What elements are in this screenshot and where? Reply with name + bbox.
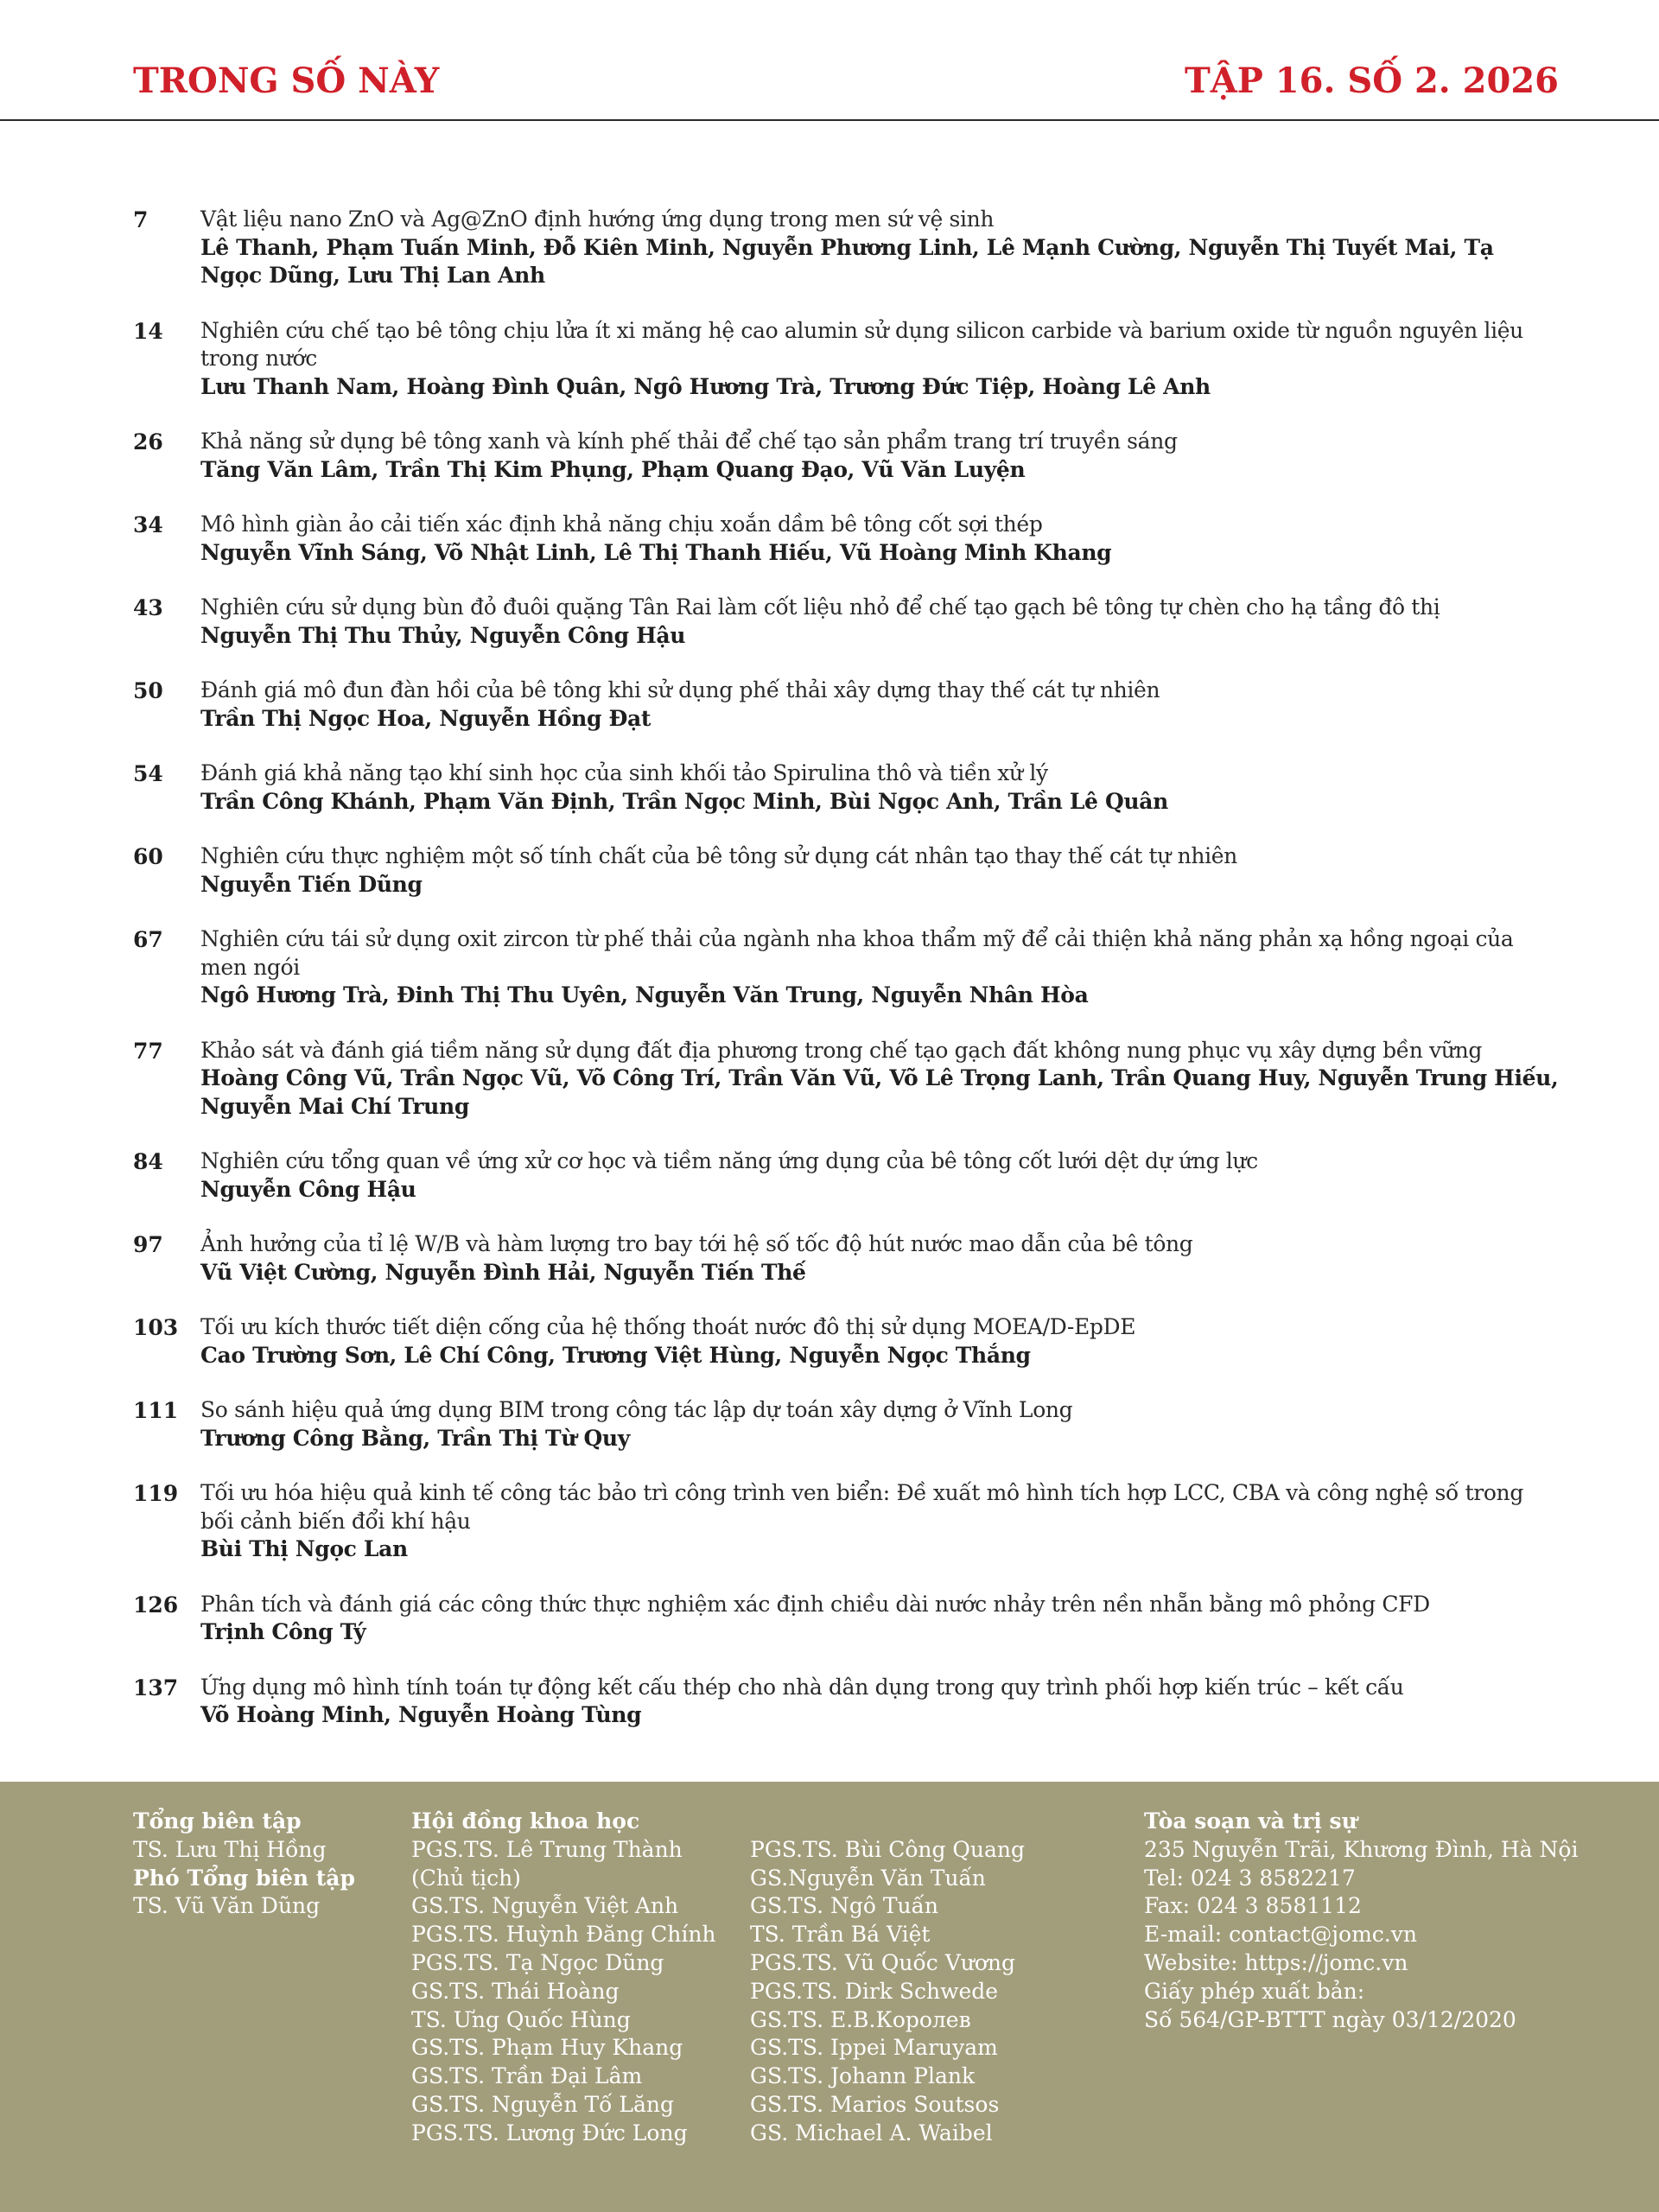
toc-entry <box>133 760 1559 816</box>
council-member: GS.TS. Thái Hoàng <box>411 1978 620 2004</box>
toc-entry <box>133 1147 1559 1204</box>
toc-page-number: 137 <box>133 1675 179 1700</box>
office-info-line: E-mail: contact@jomc.vn <box>1144 1922 1417 1948</box>
toc-page-number: 7 <box>133 207 149 232</box>
section-title: TRONG SỐ NÀY <box>133 60 440 101</box>
article-authors: Hoàng Công Vũ, Trần Ngọc Vũ, Võ Công Trí, Trần Văn Vũ, Võ Lê Trọng Lanh, Trần Quang Huy, Nguyễn Trung Hiếu, Nguyễn Mai Chí Trung <box>200 1065 1559 1119</box>
article-title: Ứng dụng mô hình tính toán tự động kết cấu thép cho nhà dân dụng trong quy trình phối hợp kiến trúc – kết cấu <box>200 1674 1404 1700</box>
toc-entry-body <box>200 511 1559 567</box>
council-member: PGS.TS. Tạ Ngọc Dũng <box>411 1949 664 1975</box>
toc-entry-body <box>200 1313 1559 1370</box>
toc-entry <box>133 511 1559 567</box>
toc-page-number: 26 <box>133 429 163 454</box>
article-authors: Lưu Thanh Nam, Hoàng Đình Quân, Ngô Hương Trà, Trương Đức Tiệp, Hoàng Lê Anh <box>200 373 1211 399</box>
toc-entry <box>133 925 1559 1010</box>
council-member: PGS.TS. Bùi Công Quang <box>750 1836 1026 1862</box>
toc-page-number: 54 <box>133 761 163 786</box>
council-member: GS.TS. Trần Đại Lâm <box>411 2063 643 2089</box>
chief-editor-label: Tổng biên tập <box>133 1808 302 1834</box>
toc-entry <box>133 1591 1559 1647</box>
council-member: PGS.TS. Lương Đức Long <box>411 2120 688 2145</box>
council-member: GS.Nguyễn Văn Tuấn <box>750 1865 986 1891</box>
council-column-1 <box>411 1808 740 2148</box>
toc-page-number: 43 <box>133 595 163 620</box>
council-member: GS.TS. E.B.Королев <box>750 2006 971 2032</box>
article-title: Tối ưu hóa hiệu quả kinh tế công tác bảo trì công trình ven biển: Đề xuất mô hình tích hợp LCC, CBA và công nghệ số trong bối cảnh biến đổi khí hậu <box>200 1480 1523 1534</box>
page-header <box>0 0 1659 121</box>
toc-entry <box>133 428 1559 484</box>
article-authors: Tăng Văn Lâm, Trần Thị Kim Phụng, Phạm Quang Đạo, Vũ Văn Luyện <box>200 456 1026 482</box>
article-title: Khả năng sử dụng bê tông xanh và kính phế thải để chế tạo sản phẩm trang trí truyền sáng <box>200 429 1178 454</box>
toc-entry-body <box>200 206 1559 290</box>
article-title: Mô hình giàn ảo cải tiến xác định khả năng chịu xoắn dầm bê tông cốt sợi thép <box>200 512 1043 537</box>
council-member: TS. Trần Bá Việt <box>750 1922 931 1948</box>
toc-page-number: 97 <box>133 1232 163 1257</box>
article-title: Tối ưu kích thước tiết diện cống của hệ thống thoát nước đô thị sử dụng MOEA/D-EpDE <box>200 1314 1136 1339</box>
article-authors: Trần Công Khánh, Phạm Văn Định, Trần Ngọc Minh, Bùi Ngọc Anh, Trần Lê Quân <box>200 788 1168 814</box>
council-member: GS.TS. Johann Plank <box>750 2063 976 2089</box>
toc-page-number: 50 <box>133 678 163 703</box>
toc-entry-body <box>200 760 1559 816</box>
council-member: GS.TS. Ngô Tuấn <box>750 1893 939 1919</box>
toc-page-number: 103 <box>133 1315 179 1340</box>
toc-entry <box>133 1674 1559 1730</box>
article-authors: Vũ Việt Cường, Nguyễn Đình Hải, Nguyễn Tiến Thế <box>200 1259 806 1285</box>
toc-entry-body <box>200 1396 1559 1452</box>
article-authors: Bùi Thị Ngọc Lan <box>200 1536 408 1561</box>
article-title: Nghiên cứu sử dụng bùn đỏ đuôi quặng Tân Rai làm cốt liệu nhỏ để chế tạo gạch bê tông tự chèn cho hạ tầng đô thị <box>200 594 1440 620</box>
deputy-editor-name: TS. Vũ Văn Dũng <box>133 1893 321 1919</box>
toc-entry-body <box>200 1479 1559 1564</box>
council-member: GS. Michael A. Waibel <box>750 2120 993 2145</box>
toc-entry-body <box>200 1591 1559 1647</box>
office-column <box>1144 1808 1628 2034</box>
table-of-contents <box>133 206 1559 1757</box>
toc-entry <box>133 1396 1559 1452</box>
toc-entry <box>133 317 1559 402</box>
toc-page-number: 77 <box>133 1038 163 1064</box>
article-title: Phân tích và đánh giá các công thức thực nghiệm xác định chiều dài nước nhảy trên nền nhẵn bằng mô phỏng CFD <box>200 1591 1430 1617</box>
council-member: PGS.TS. Lê Trung Thành <box>411 1836 683 1862</box>
article-authors: Trương Công Bằng, Trần Thị Từ Quy <box>200 1425 630 1451</box>
council-spacer <box>750 1808 1096 1836</box>
toc-entry <box>133 1037 1559 1122</box>
toc-page-number: 126 <box>133 1592 179 1618</box>
toc-entry-body <box>200 925 1559 1010</box>
toc-page-number: 14 <box>133 318 163 344</box>
article-authors: Trần Thị Ngọc Hoa, Nguyễn Hồng Đạt <box>200 705 652 731</box>
article-title: Nghiên cứu thực nghiệm một số tính chất của bê tông sử dụng cát nhân tạo thay thế cát tự nhiên <box>200 843 1237 868</box>
toc-entry-body <box>200 842 1559 899</box>
office-info-line: Tel: 024 3 8582217 <box>1144 1865 1356 1891</box>
chief-editor-name: TS. Lưu Thị Hồng <box>133 1836 327 1862</box>
office-info-line: Số 564/GP-BTTT ngày 03/12/2020 <box>1144 2006 1516 2032</box>
article-title: Khảo sát và đánh giá tiềm năng sử dụng đất địa phương trong chế tạo gạch đất không nung phục vụ xây dựng bền vững <box>200 1037 1483 1063</box>
council-member: PGS.TS. Vũ Quốc Vương <box>750 1949 1016 1975</box>
toc-entry-body <box>200 1674 1559 1730</box>
council-member: GS.TS. Phạm Huy Khang <box>411 2035 683 2061</box>
article-title: So sánh hiệu quả ứng dụng BIM trong công tác lập dự toán xây dựng ở Vĩnh Long <box>200 1397 1073 1422</box>
editor-column <box>133 1808 392 1921</box>
toc-entry <box>133 1230 1559 1287</box>
article-authors: Nguyễn Công Hậu <box>200 1176 416 1202</box>
article-authors: Cao Trường Sơn, Lê Chí Công, Trương Việt Hùng, Nguyễn Ngọc Thắng <box>200 1342 1031 1368</box>
council-member: GS.TS. Nguyễn Việt Anh <box>411 1893 679 1919</box>
toc-page-number: 34 <box>133 512 163 537</box>
toc-entry <box>133 1479 1559 1564</box>
council-label: Hội đồng khoa học <box>411 1808 640 1834</box>
article-title: Ảnh hưởng của tỉ lệ W/B và hàm lượng tro bay tới hệ số tốc độ hút nước mao dẫn của bê tông <box>200 1231 1193 1256</box>
article-title: Nghiên cứu tổng quan về ứng xử cơ học và tiềm năng ứng dụng của bê tông cốt lưới dệt dự ứng lực <box>200 1148 1258 1173</box>
toc-page-number: 111 <box>133 1398 179 1423</box>
article-title: Nghiên cứu chế tạo bê tông chịu lửa ít xi măng hệ cao alumin sử dụng silicon carbide và barium oxide từ nguồn nguyên liệu trong nước <box>200 317 1523 371</box>
toc-entry-body <box>200 1230 1559 1287</box>
toc-entry-body <box>200 594 1559 650</box>
office-label: Tòa soạn và trị sự <box>1144 1808 1357 1834</box>
article-title: Nghiên cứu tái sử dụng oxit zircon từ phế thải của ngành nha khoa thẩm mỹ để cải thiện khả năng phản xạ hồng ngoại của men ngói <box>200 926 1514 980</box>
toc-entry-body <box>200 677 1559 733</box>
toc-page-number: 119 <box>133 1481 179 1506</box>
article-title: Vật liệu nano ZnO và Ag@ZnO định hướng ứng dụng trong men sứ vệ sinh <box>200 207 995 232</box>
office-info-line: 235 Nguyễn Trãi, Khương Đình, Hà Nội <box>1144 1836 1579 1862</box>
article-authors: Nguyễn Thị Thu Thủy, Nguyễn Công Hậu <box>200 622 686 648</box>
toc-entry-body <box>200 317 1559 402</box>
council-member: GS.TS. Ippei Maruyam <box>750 2035 998 2061</box>
toc-entry <box>133 594 1559 650</box>
council-column-2 <box>750 1808 1096 2148</box>
article-authors: Trịnh Công Tý <box>200 1619 366 1644</box>
toc-entry-body <box>200 1147 1559 1204</box>
article-authors: Ngô Hương Trà, Đinh Thị Thu Uyên, Nguyễn Văn Trung, Nguyễn Nhân Hòa <box>200 982 1089 1007</box>
article-authors: Võ Hoàng Minh, Nguyễn Hoàng Tùng <box>200 1702 642 1727</box>
masthead-footer <box>0 1782 1659 2212</box>
toc-entry-body <box>200 428 1559 484</box>
toc-page-number: 60 <box>133 844 163 869</box>
toc-entry <box>133 677 1559 733</box>
council-member: (Chủ tịch) <box>411 1865 521 1891</box>
toc-entry <box>133 1313 1559 1370</box>
toc-entry-body <box>200 1037 1559 1122</box>
article-authors: Nguyễn Vĩnh Sáng, Võ Nhật Linh, Lê Thị Thanh Hiếu, Vũ Hoàng Minh Khang <box>200 539 1112 565</box>
toc-entry <box>133 842 1559 899</box>
toc-page-number: 84 <box>133 1149 163 1174</box>
article-authors: Lê Thanh, Phạm Tuấn Minh, Đỗ Kiên Minh, Nguyễn Phương Linh, Lê Mạnh Cường, Nguyễn Thị Tuyết Mai, Tạ Ngọc Dũng, Lưu Thị Lan Anh <box>200 234 1494 288</box>
council-member: PGS.TS. Huỳnh Đăng Chính <box>411 1922 716 1948</box>
council-member: PGS.TS. Dirk Schwede <box>750 1978 999 2004</box>
toc-page-number: 67 <box>133 927 163 952</box>
article-authors: Nguyễn Tiến Dũng <box>200 871 423 897</box>
toc-entry <box>133 206 1559 290</box>
office-info-line: Website: https://jomc.vn <box>1144 1949 1408 1975</box>
article-title: Đánh giá khả năng tạo khí sinh học của sinh khối tảo Spirulina thô và tiền xử lý <box>200 760 1048 785</box>
council-member: TS. Ưng Quốc Hùng <box>411 2006 631 2032</box>
office-info-line: Giấy phép xuất bản: <box>1144 1978 1365 2004</box>
issue-label: TẬP 16. SỐ 2. 2026 <box>1185 60 1559 101</box>
council-member: GS.TS. Marios Soutsos <box>750 2091 1000 2117</box>
article-title: Đánh giá mô đun đàn hồi của bê tông khi sử dụng phế thải xây dựng thay thế cát tự nhiên <box>200 677 1160 702</box>
office-info-line: Fax: 024 3 8581112 <box>1144 1893 1362 1919</box>
deputy-editor-label: Phó Tổng biên tập <box>133 1865 355 1891</box>
council-member: GS.TS. Nguyễn Tố Lăng <box>411 2091 675 2117</box>
